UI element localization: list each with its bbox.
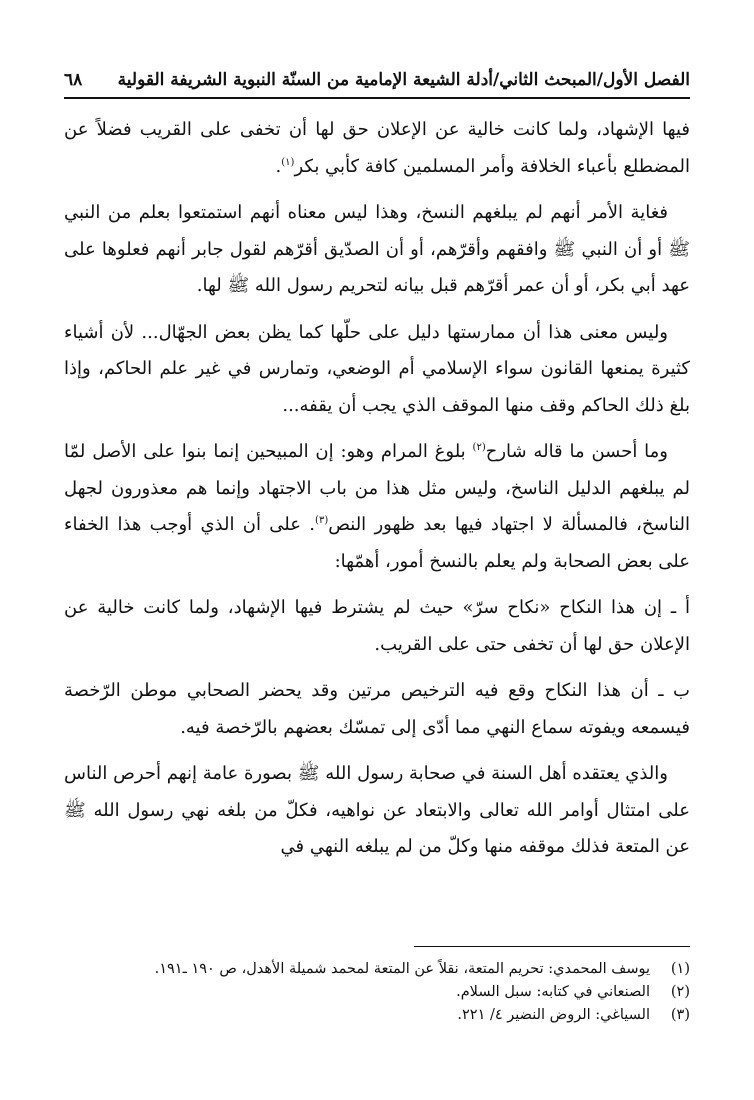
header-rule — [64, 97, 690, 99]
paragraph-1: فيها الإشهاد، ولما كانت خالية عن الإعلان حق لها أن تخفى على القريب فضلاً عن المضطلع بأعباء الخلافة وأمر المسلمين كافة كأبي بكر$^{(١)}$. — [64, 119, 690, 177]
paragraph-3: وليس معنى هذا أن ممارستها دليل على حلّها كما يظن بعض الجهّال... لأن أشياء كثيرة يمنعها القانون سواء الإسلامي أم الوضعي، وتمارس في غير علم الحاكم، وإذا بلغ ذلك الحاكم وقف منها الموقف الذي يجب أن يقفه... — [64, 321, 690, 416]
footnote-text: يوسف المحمدي: تحريم المتعة، نقلاً عن المتعة لمحمد شميلة الأهدل، ص ١٩٠ ـ١٩١. — [154, 961, 650, 977]
footnote-number: (١) — [670, 961, 690, 977]
page-number: ٦٨ — [64, 70, 83, 90]
footnote-3 — [64, 1004, 690, 1027]
footnote-ref-2: (٢) — [472, 442, 486, 453]
paragraph-7: والذي يعتقده أهل السنة في صحابة رسول الله ﷺ بصورة عامة إنهم أحرص الناس على امتثال أوامر الله تعالى والابتعاد عن نواهيه، فكلّ من بلغه نهي رسول الله ﷺ عن المتعة فذلك موقفه منها وكلّ من لم يبلغه النهي في — [64, 763, 690, 857]
footnote-number: (٢) — [670, 984, 690, 1000]
footnote-1 — [64, 958, 690, 981]
paragraph-5: أ ـ إن هذا النكاح «نكاح سرّ» حيث لم يشترط فيها الإشهاد، ولما كانت خالية عن الإعلان حق لها أن تخفى حتى على القريب. — [64, 597, 690, 655]
running-title: الفصل الأول/المبحث الثاني/أدلة الشيعة الإمامية من السنّة النبوية الشريفة القولية — [117, 70, 690, 90]
footnote-number: (٣) — [670, 1007, 690, 1023]
footnote-rule — [414, 946, 690, 947]
footnote-text: السياغي: الروض النضير ٤/ ٢٢١. — [457, 1007, 650, 1023]
paragraph-4: وما أحسن ما قاله شارح$^{(٢)}$ بلوغ المرام وهو: إن المبيحين إنما بنوا على الأصل لمّا لم يبلغهم الدليل الناسخ، وليس مثل هذا من باب الاجتهاد وإنما هم معذورون لجهل الناسخ، فالمسألة لا اجتهاد فيها بعد ظهور النص$^{(٣)}$. على أن الذي أوجب هذا الخفاء على بعض الصحابة ولم يعلم بالنسخ أمور، أهمّها: — [64, 441, 690, 572]
footnote-text: الصنعاني في كتابه: سبل السلام. — [456, 984, 650, 1000]
footnotes — [64, 958, 690, 1027]
page-body — [64, 112, 690, 876]
paragraph-2: فغاية الأمر أنهم لم يبلغهم النسخ، وهذا ليس معناه أنهم استمتعوا بعلم من النبي ﷺ أو أن النبي ﷺ وافقهم وأقرّهم، أو أن الصدّيق أقرّهم لقول جابر أنهم فعلوها على عهد أبي بكر، أو أن عمر أقرّهم قبل بيانه لتحريم رسول الله ﷺ لها. — [64, 202, 690, 296]
footnote-ref-1: (١) — [281, 156, 295, 168]
footnote-2 — [64, 981, 690, 1004]
paragraph-6: ب ـ أن هذا النكاح وقع فيه الترخيص مرتين وقد يحضر الصحابي موطن الرّخصة فيسمعه ويفوته سماع النهي مما أدّى إلى تمسّك بعضهم بالرّخصة فيه. — [64, 680, 690, 738]
footnote-ref-3: (٣) — [315, 515, 329, 526]
page-header — [64, 66, 690, 94]
